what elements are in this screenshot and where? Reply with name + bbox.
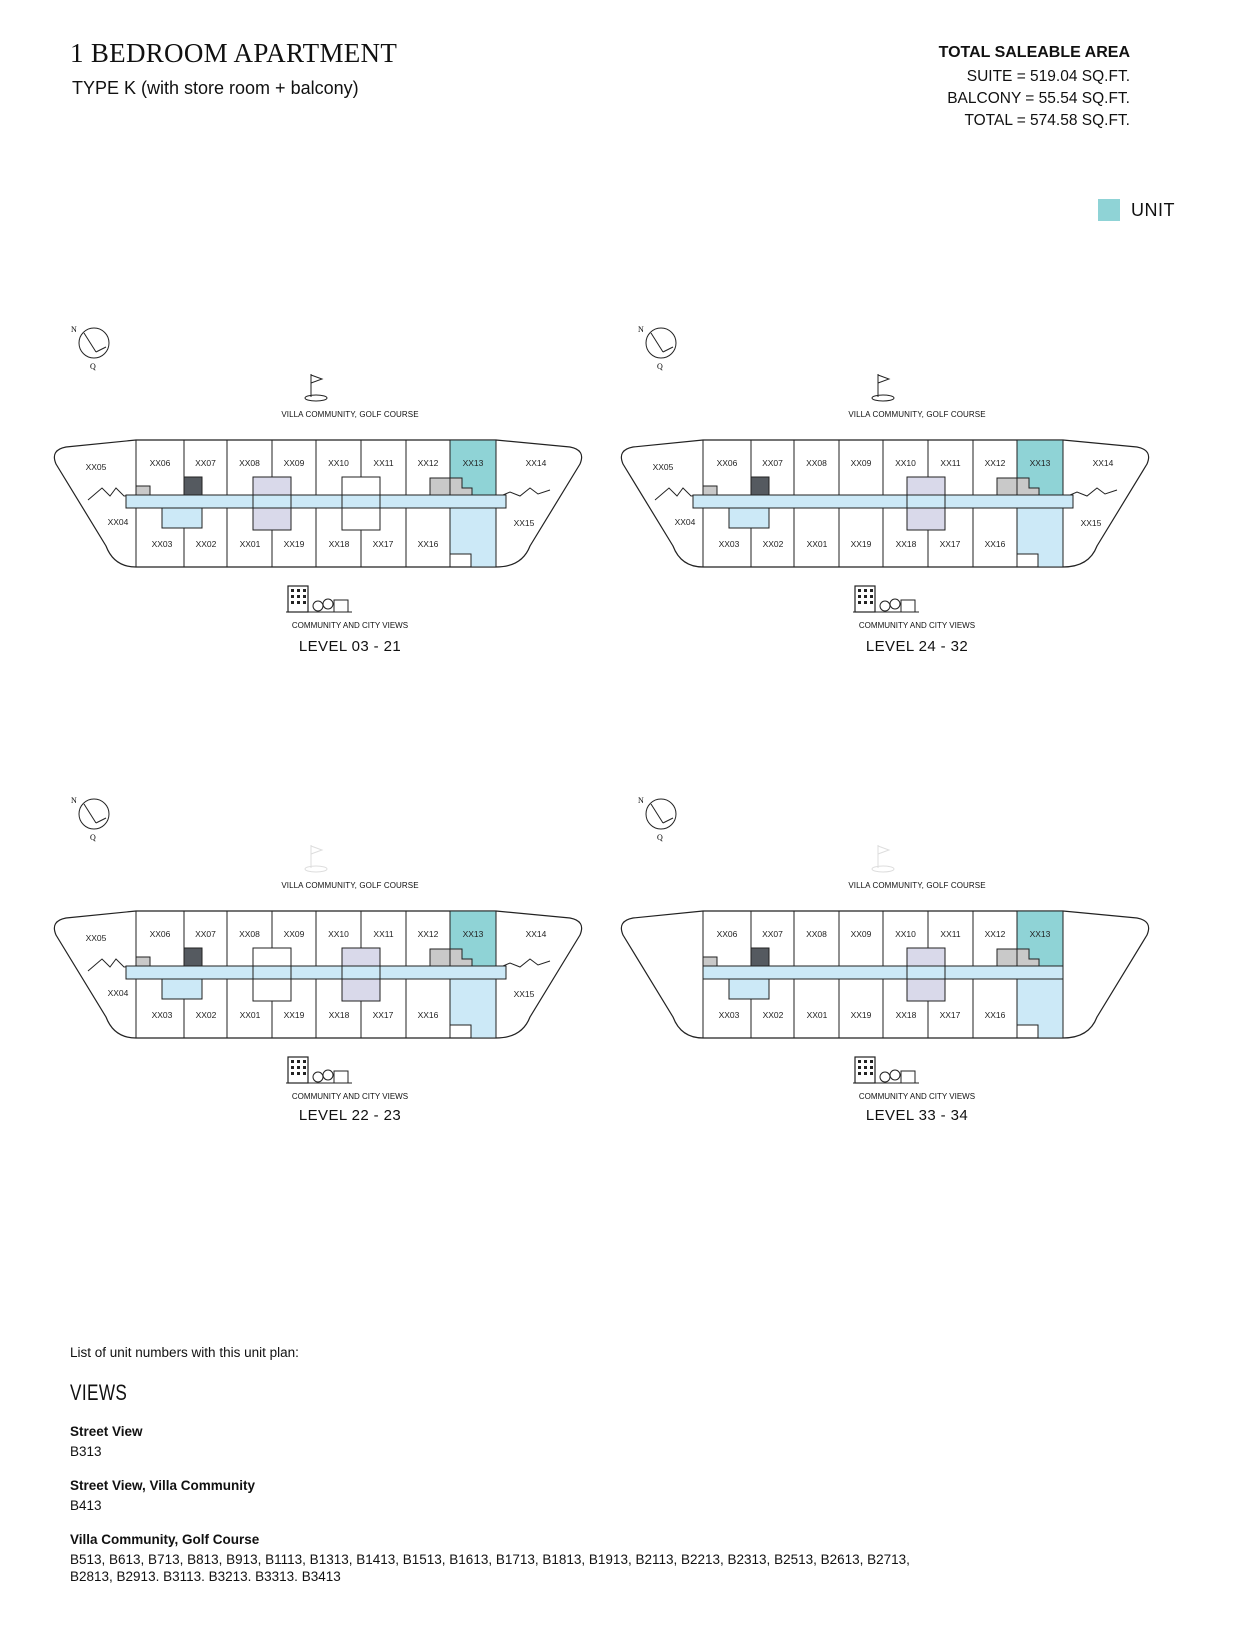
- window-icon: [297, 589, 300, 592]
- compass-n-label: N: [71, 796, 77, 805]
- core-lobby: [729, 508, 769, 528]
- floor-plan-2: [617, 325, 1197, 690]
- window-icon: [291, 1060, 294, 1063]
- unit-label: XX17: [372, 1010, 394, 1020]
- floor-plan-svg: [50, 796, 630, 1101]
- window-icon: [870, 595, 873, 598]
- unit-label: XX04: [107, 988, 129, 998]
- flag: [878, 375, 889, 383]
- compass-n-label: N: [638, 796, 644, 805]
- level-label: LEVEL 22 - 23: [298, 1107, 402, 1124]
- unit-label: XX06: [149, 929, 171, 939]
- unit-label: XX19: [283, 539, 305, 549]
- tree-icon: [890, 1070, 900, 1080]
- view-group-name: Street View: [70, 1424, 143, 1439]
- core-shaft: [184, 948, 202, 966]
- window-icon: [870, 589, 873, 592]
- core-shaft: [751, 948, 769, 966]
- window-icon: [291, 601, 294, 604]
- core-lobby: [907, 966, 945, 979]
- corridor: [693, 495, 1073, 508]
- golf-hole: [872, 866, 894, 872]
- unit-label: XX06: [716, 929, 738, 939]
- unit-label: XX13: [462, 929, 484, 939]
- unit-label: XX08: [806, 929, 827, 939]
- window-icon: [864, 1072, 867, 1075]
- unit-label: XX05: [652, 462, 674, 472]
- flag: [311, 375, 322, 383]
- unit-label: XX02: [762, 1010, 784, 1020]
- core-lobby: [342, 966, 380, 979]
- unit-label: XX01: [806, 1010, 828, 1020]
- top-view-label: VILLA COMMUNITY, GOLF COURSE: [281, 881, 419, 890]
- window-icon: [303, 1072, 306, 1075]
- city-view-icon: [286, 586, 352, 612]
- unit-label: XX06: [716, 458, 738, 468]
- unit-label: XX12: [417, 929, 439, 939]
- window-icon: [864, 1060, 867, 1063]
- unit-label: XX11: [940, 929, 961, 939]
- compass-ring: [646, 799, 676, 829]
- unit-label: XX07: [762, 458, 783, 468]
- unit-label: XX07: [762, 929, 783, 939]
- views-heading: VIEWS: [70, 1380, 128, 1405]
- area-total: TOTAL = 574.58 SQ.FT.: [964, 112, 1130, 129]
- core-lobby: [253, 495, 291, 508]
- saleable-area-box: [939, 42, 1130, 132]
- unit-numbers-list: [70, 1345, 1070, 1585]
- golf-flag-icon: [305, 374, 327, 401]
- golf-hole: [305, 866, 327, 872]
- window-icon: [291, 1066, 294, 1069]
- top-view-label: VILLA COMMUNITY, GOLF COURSE: [848, 410, 986, 419]
- shop-icon: [334, 600, 348, 612]
- window-icon: [858, 601, 861, 604]
- window-icon: [870, 601, 873, 604]
- view-group: [70, 1532, 1070, 1585]
- unit-label: XX10: [328, 929, 349, 939]
- view-group: [70, 1478, 1070, 1514]
- compass-icon: [71, 325, 109, 371]
- golf-hole: [305, 395, 327, 401]
- core-lobby: [162, 508, 202, 528]
- window-icon: [303, 1066, 306, 1069]
- window-icon: [303, 601, 306, 604]
- compass-needle: [663, 347, 673, 352]
- view-group-units: B313: [70, 1444, 102, 1459]
- core-lift: [430, 478, 450, 495]
- unit-label: XX05: [85, 462, 107, 472]
- window-icon: [864, 1066, 867, 1069]
- bottom-view-label: COMMUNITY AND CITY VIEWS: [858, 1092, 976, 1101]
- area-heading: TOTAL SALEABLE AREA: [938, 44, 1130, 61]
- unit-label: XX14: [525, 458, 547, 468]
- window-icon: [858, 589, 861, 592]
- window-icon: [297, 1066, 300, 1069]
- unit-label: XX13: [462, 458, 484, 468]
- compass-needle: [84, 804, 96, 823]
- compass-ring: [79, 328, 109, 358]
- unit-label: XX08: [239, 458, 260, 468]
- unit-label: XX16: [984, 1010, 1006, 1020]
- city-view-icon: [286, 1057, 352, 1083]
- view-group-name: Street View, Villa Community: [70, 1478, 256, 1493]
- core-lobby: [729, 979, 769, 999]
- unit-label: XX10: [895, 929, 916, 939]
- compass-q-label: Q: [90, 833, 96, 842]
- floor-plan-svg: [50, 325, 630, 630]
- page-title: 1 BEDROOM APARTMENT: [70, 38, 398, 68]
- golf-flag-icon: [872, 845, 894, 872]
- core-lift: [997, 949, 1017, 966]
- core-shaft: [184, 477, 202, 495]
- floor-plan-svg: [617, 796, 1197, 1101]
- unit-label: XX11: [373, 458, 394, 468]
- unit-label: XX19: [283, 1010, 305, 1020]
- unit-label: XX12: [417, 458, 439, 468]
- view-group: [70, 1424, 1070, 1460]
- unit-label: XX08: [239, 929, 260, 939]
- compass-q-label: Q: [657, 833, 663, 842]
- view-group-name: Villa Community, Golf Course: [70, 1532, 260, 1547]
- bottom-view-label: COMMUNITY AND CITY VIEWS: [291, 1092, 409, 1101]
- unit-label: XX15: [513, 989, 535, 999]
- corridor: [126, 966, 506, 979]
- top-view-label: VILLA COMMUNITY, GOLF COURSE: [281, 410, 419, 419]
- tree-icon: [890, 599, 900, 609]
- unit-label: XX03: [151, 1010, 173, 1020]
- unit-label: XX18: [895, 1010, 917, 1020]
- core-lift: [997, 478, 1017, 495]
- window-icon: [870, 1066, 873, 1069]
- unit-label: XX04: [674, 517, 696, 527]
- unit-label: XX12: [984, 929, 1006, 939]
- level-label: LEVEL 24 - 32: [865, 638, 969, 655]
- core-stair: [703, 486, 717, 495]
- core-shaft: [751, 477, 769, 495]
- core-lobby: [907, 495, 945, 508]
- window-icon: [297, 595, 300, 598]
- unit-label: XX03: [718, 1010, 740, 1020]
- unit-label: XX10: [328, 458, 349, 468]
- window-icon: [297, 1060, 300, 1063]
- unit-label: XX14: [525, 929, 547, 939]
- unit-label: XX05: [85, 933, 107, 943]
- level-label: LEVEL 33 - 34: [865, 1107, 969, 1124]
- core-lift: [430, 949, 450, 966]
- window-icon: [864, 595, 867, 598]
- tree-icon: [313, 601, 323, 611]
- unit-label: XX18: [895, 539, 917, 549]
- window-icon: [864, 589, 867, 592]
- compass-n-label: N: [71, 325, 77, 334]
- unit-label: XX18: [328, 1010, 350, 1020]
- compass-icon: [638, 796, 676, 842]
- unit-label: XX17: [372, 539, 394, 549]
- tree-icon: [313, 1072, 323, 1082]
- window-icon: [858, 1072, 861, 1075]
- golf-flag-icon: [305, 845, 327, 872]
- shop-icon: [901, 1071, 915, 1083]
- window-icon: [858, 1060, 861, 1063]
- window-icon: [864, 601, 867, 604]
- unit-label: XX14: [1092, 458, 1114, 468]
- legend-label: UNIT: [1131, 199, 1175, 220]
- unit-label: XX16: [417, 539, 439, 549]
- core-lobby: [342, 495, 380, 508]
- window-icon: [303, 589, 306, 592]
- unit-label: XX19: [850, 1010, 872, 1020]
- compass-needle: [84, 333, 96, 352]
- floor-plan-svg: [617, 325, 1197, 630]
- window-icon: [297, 1072, 300, 1075]
- unit-label: XX17: [939, 1010, 961, 1020]
- window-icon: [303, 1060, 306, 1063]
- unit-label: XX12: [984, 458, 1006, 468]
- compass-needle: [651, 804, 663, 823]
- core-stair: [703, 957, 717, 966]
- area-suite: SUITE = 519.04 SQ.FT.: [966, 68, 1130, 85]
- legend-swatch: [1098, 199, 1120, 221]
- floor-plan-4: [617, 796, 1197, 1161]
- unit-label: XX16: [984, 539, 1006, 549]
- unit-label: XX09: [283, 929, 305, 939]
- unit-label: XX09: [283, 458, 305, 468]
- bottom-view-label: COMMUNITY AND CITY VIEWS: [858, 621, 976, 630]
- golf-hole: [872, 395, 894, 401]
- unit-label: XX13: [1029, 458, 1051, 468]
- level-label: LEVEL 03 - 21: [298, 638, 402, 655]
- tree-icon: [880, 601, 890, 611]
- unit-label: XX06: [149, 458, 171, 468]
- unit-label: XX09: [850, 929, 872, 939]
- unit-label: XX10: [895, 458, 916, 468]
- unit-label: XX03: [151, 539, 173, 549]
- corridor: [703, 966, 1063, 979]
- unit-label: XX13: [1029, 929, 1051, 939]
- unit-label: XX19: [850, 539, 872, 549]
- floor-plan-1: [50, 325, 630, 690]
- unit-label: XX02: [195, 539, 217, 549]
- window-icon: [303, 595, 306, 598]
- corridor: [126, 495, 506, 508]
- compass-q-label: Q: [657, 362, 663, 371]
- window-icon: [870, 1060, 873, 1063]
- compass-needle: [651, 333, 663, 352]
- compass-q-label: Q: [90, 362, 96, 371]
- top-view-label: VILLA COMMUNITY, GOLF COURSE: [848, 881, 986, 890]
- unit-label: XX01: [239, 1010, 261, 1020]
- compass-needle: [663, 818, 673, 823]
- unit-label: XX08: [806, 458, 827, 468]
- compass-icon: [71, 796, 109, 842]
- core-lobby: [162, 979, 202, 999]
- unit-type-subtitle: TYPE K (with store room + balcony): [72, 78, 359, 98]
- window-icon: [291, 1072, 294, 1075]
- golf-flag-icon: [872, 374, 894, 401]
- compass-needle: [96, 347, 106, 352]
- view-group-units: B413: [70, 1498, 102, 1513]
- window-icon: [858, 595, 861, 598]
- unit-label: XX02: [195, 1010, 217, 1020]
- unit-label: XX18: [328, 539, 350, 549]
- tree-icon: [323, 1070, 333, 1080]
- core-stair: [136, 486, 150, 495]
- unit-label: XX16: [417, 1010, 439, 1020]
- tree-icon: [880, 1072, 890, 1082]
- unit-label: XX15: [1080, 518, 1102, 528]
- core-stair: [136, 957, 150, 966]
- window-icon: [291, 595, 294, 598]
- unit-label: XX11: [940, 458, 961, 468]
- unit-label: XX02: [762, 539, 784, 549]
- shop-icon: [334, 1071, 348, 1083]
- flag: [878, 846, 889, 854]
- window-icon: [858, 1066, 861, 1069]
- compass-ring: [79, 799, 109, 829]
- city-view-icon: [853, 1057, 919, 1083]
- compass-needle: [96, 818, 106, 823]
- window-icon: [297, 601, 300, 604]
- units-intro: List of unit numbers with this unit plan:: [70, 1345, 299, 1360]
- unit-label: XX09: [850, 458, 872, 468]
- tree-icon: [323, 599, 333, 609]
- compass-ring: [646, 328, 676, 358]
- floor-plan-3: [50, 796, 630, 1161]
- compass-n-label: N: [638, 325, 644, 334]
- shop-icon: [901, 600, 915, 612]
- legend: [1098, 199, 1175, 221]
- unit-label: XX04: [107, 517, 129, 527]
- window-icon: [870, 1072, 873, 1075]
- bottom-view-label: COMMUNITY AND CITY VIEWS: [291, 621, 409, 630]
- unit-label: XX01: [806, 539, 828, 549]
- flag: [311, 846, 322, 854]
- city-view-icon: [853, 586, 919, 612]
- unit-label: XX17: [939, 539, 961, 549]
- area-balcony: BALCONY = 55.54 SQ.FT.: [947, 90, 1130, 107]
- unit-label: XX11: [373, 929, 394, 939]
- unit-label: XX15: [513, 518, 535, 528]
- core-lobby: [253, 966, 291, 979]
- unit-label: XX07: [195, 929, 216, 939]
- unit-label: XX01: [239, 539, 261, 549]
- window-icon: [291, 589, 294, 592]
- compass-icon: [638, 325, 676, 371]
- view-group-units: B513, B613, B713, B813, B913, B1113, B1313, B1413, B1513, B1613, B1713, B1813, B1913, B2113, B2213, B2313, B2513, B2613, B2713, B2813, B2913. B3113. B3213. B3313. B3413: [70, 1552, 910, 1584]
- unit-label: XX07: [195, 458, 216, 468]
- unit-label: XX03: [718, 539, 740, 549]
